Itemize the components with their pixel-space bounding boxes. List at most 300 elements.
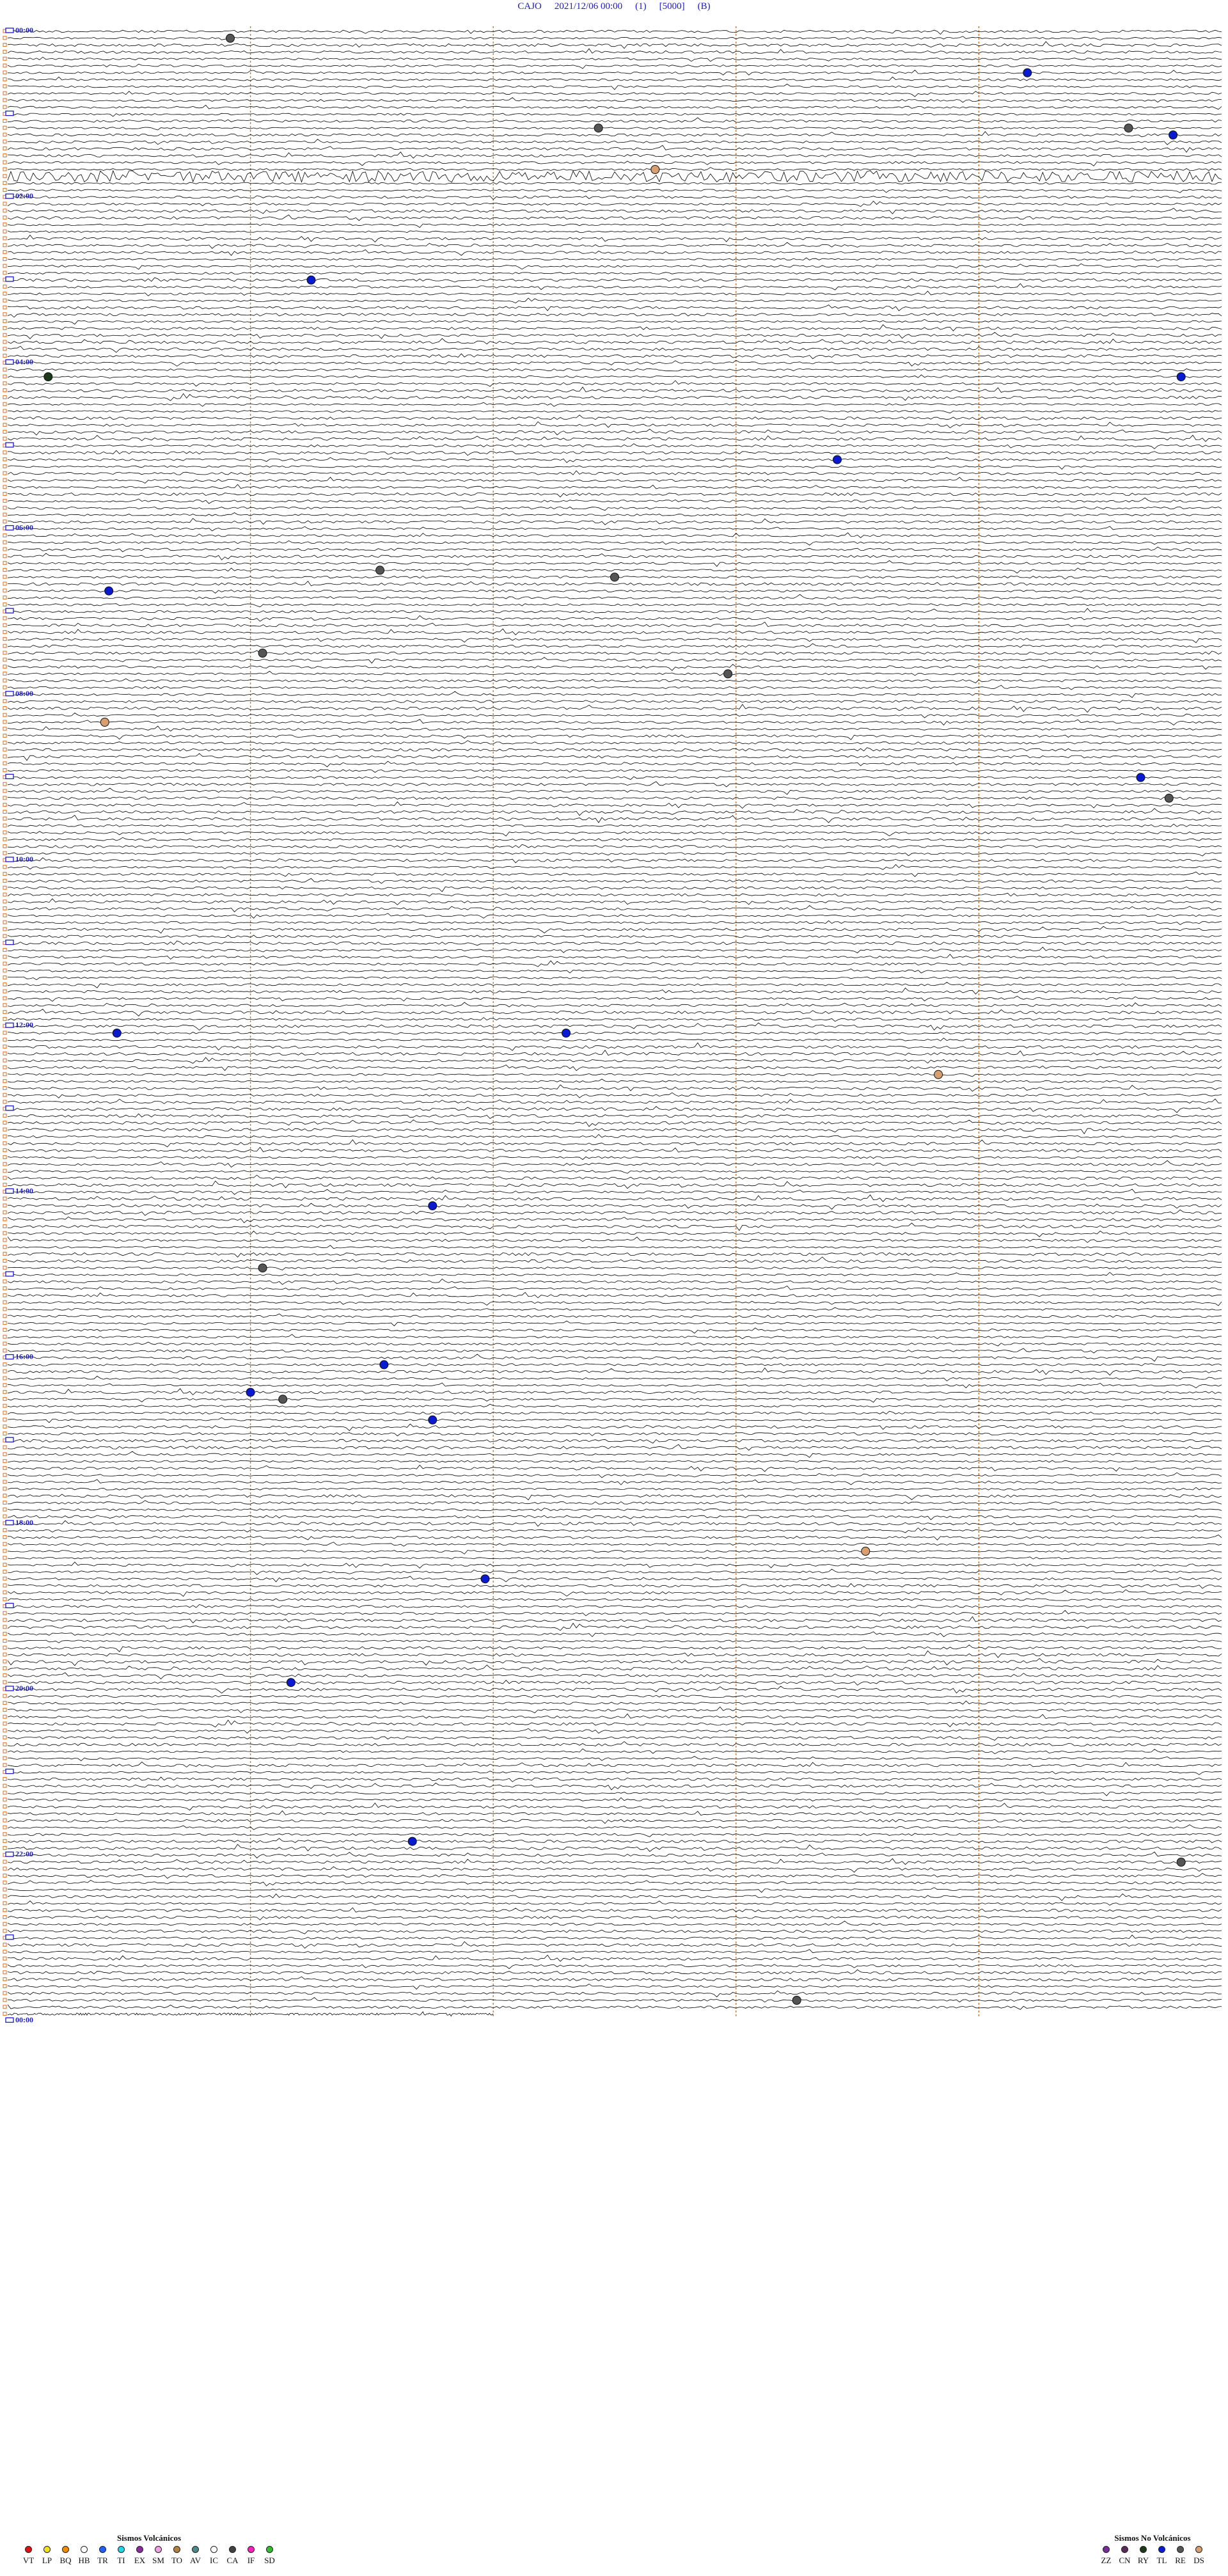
event-marker: [724, 670, 732, 678]
trace-start-tick: [3, 1742, 6, 1746]
seismic-trace: [8, 1632, 1222, 1637]
trace-start-tick: [3, 1625, 6, 1629]
seismic-trace: [8, 360, 1222, 366]
seismic-trace: [8, 283, 1222, 290]
seismic-trace: [8, 754, 1222, 761]
trace-start-tick: [3, 665, 6, 668]
hour-label: 04:00: [15, 357, 33, 367]
seismic-trace: [8, 1018, 1222, 1022]
trace-start-tick: [3, 1004, 6, 1007]
nonvolcanic-legend-item: [1115, 2546, 1134, 2566]
seismic-trace: [8, 84, 1222, 90]
legend-dot-icon: [99, 2546, 106, 2553]
trace-start-tick: [3, 879, 6, 882]
seismic-trace: [8, 264, 1222, 269]
nonvolcanic-legend-item: [1097, 2546, 1115, 2566]
hour-marker: [6, 1603, 13, 1608]
trace-start-tick: [3, 1370, 6, 1373]
trace-start-tick: [3, 1466, 6, 1469]
trace-start-tick: [3, 969, 6, 972]
seismic-trace: [8, 477, 1222, 483]
event-marker: [1177, 1858, 1185, 1867]
seismic-trace: [8, 1686, 1222, 1693]
hour-label: 00:00: [15, 2015, 33, 2025]
trace-start-tick: [3, 264, 6, 267]
seismic-trace: [8, 1348, 1222, 1353]
seismic-trace: [8, 824, 1222, 826]
seismic-trace: [8, 615, 1222, 621]
legend-code: IF: [247, 2556, 255, 2565]
trace-start-tick: [3, 1073, 6, 1076]
trace-start-tick: [3, 1411, 6, 1414]
trace-start-tick: [3, 1128, 6, 1131]
seismic-trace: [8, 568, 1222, 573]
hour-marker: [6, 1355, 13, 1359]
seismic-trace: [8, 853, 1222, 856]
seismic-trace: [8, 1480, 1222, 1485]
trace-start-tick: [3, 886, 6, 889]
trace-start-tick: [3, 1764, 6, 1767]
trace-start-tick: [3, 451, 6, 454]
seismic-trace: [8, 713, 1222, 718]
seismic-trace: [8, 1099, 1222, 1104]
trace-start-tick: [3, 990, 6, 993]
trace-start-tick: [3, 78, 6, 81]
seismic-trace: [8, 977, 1222, 980]
seismic-trace: [8, 1134, 1222, 1137]
trace-start-tick: [3, 1584, 6, 1587]
seismic-trace: [8, 1181, 1222, 1189]
legend-code: BQ: [59, 2556, 72, 2565]
hour-marker: [6, 28, 13, 33]
seismic-trace: [8, 201, 1222, 207]
volcanic-legend-item: [186, 2546, 205, 2566]
trace-start-tick: [3, 202, 6, 205]
seismic-trace: [8, 518, 1222, 525]
seismic-trace: [8, 1908, 1222, 1912]
trace-start-tick: [3, 1819, 6, 1822]
seismic-trace: [8, 1140, 1222, 1147]
seismic-trace: [8, 1231, 1222, 1237]
trace-start-tick: [3, 575, 6, 578]
trace-start-tick: [3, 430, 6, 433]
trace-start-tick: [3, 1611, 6, 1615]
trace-start-tick: [3, 1840, 6, 1843]
trace-start-tick: [3, 1142, 6, 1145]
volcanic-legend-item: [93, 2546, 112, 2566]
event-marker: [429, 1416, 437, 1424]
event-marker: [1023, 68, 1032, 77]
seismic-trace: [8, 604, 1222, 607]
seismic-trace: [8, 560, 1222, 566]
seismic-trace: [8, 1217, 1222, 1222]
seismic-trace: [8, 1651, 1222, 1658]
trace-start-tick: [3, 84, 6, 88]
seismic-trace: [8, 194, 1222, 200]
trace-start-tick: [3, 1984, 6, 1987]
seismic-trace: [8, 1128, 1222, 1134]
seismic-trace: [8, 507, 1222, 510]
seismic-trace: [8, 1542, 1222, 1546]
trace-start-tick: [3, 1300, 6, 1304]
legend-dot-icon: [118, 2546, 125, 2553]
trace-start-tick: [3, 533, 6, 537]
trace-start-tick: [3, 458, 6, 461]
seismic-trace: [8, 1880, 1222, 1886]
seismic-trace: [8, 132, 1222, 137]
seismic-trace: [8, 1267, 1222, 1270]
seismic-trace: [8, 1032, 1222, 1035]
legend-code: LP: [42, 2556, 52, 2565]
hour-label: 06:00: [15, 523, 33, 532]
hour-marker: [6, 1769, 13, 1774]
hour-marker: [6, 1437, 13, 1442]
legend-dot-icon: [1140, 2546, 1147, 2553]
trace-start-tick: [3, 1308, 6, 1311]
trace-start-tick: [3, 513, 6, 516]
event-marker: [100, 718, 109, 727]
trace-start-tick: [3, 1542, 6, 1545]
trace-start-tick: [3, 1349, 6, 1352]
legend-dot-icon: [192, 2546, 199, 2553]
trace-start-tick: [3, 1846, 6, 1849]
trace-start-tick: [3, 1632, 6, 1636]
trace-start-tick: [3, 851, 6, 855]
seismic-trace: [8, 1695, 1222, 1698]
trace-start-tick: [3, 182, 6, 185]
seismic-trace: [8, 1720, 1222, 1727]
trace-start-tick: [3, 1315, 6, 1318]
trace-start-tick: [3, 251, 6, 254]
trace-start-tick: [3, 1453, 6, 1456]
seismic-trace: [8, 381, 1222, 386]
seismic-trace: [8, 1451, 1222, 1458]
trace-start-tick: [3, 1798, 6, 1801]
trace-start-tick: [3, 306, 6, 309]
seismic-trace: [8, 368, 1222, 372]
seismic-trace: [8, 1342, 1222, 1346]
hour-marker: [6, 608, 13, 613]
trace-start-tick: [3, 223, 6, 226]
trace-start-tick: [3, 506, 6, 509]
trace-start-tick: [3, 57, 6, 60]
seismic-trace: [8, 91, 1222, 97]
trace-start-tick: [3, 658, 6, 661]
seismic-trace: [8, 788, 1222, 794]
legend-dot-icon: [155, 2546, 162, 2553]
seismic-trace: [8, 1107, 1222, 1113]
seismic-trace: [8, 1354, 1222, 1361]
hour-marker: [6, 277, 13, 281]
seismic-trace: [8, 444, 1222, 449]
trace-start-tick: [3, 402, 6, 406]
seismic-trace: [8, 741, 1222, 745]
trace-start-tick: [3, 589, 6, 592]
event-marker: [1169, 131, 1177, 139]
seismic-trace: [8, 1680, 1222, 1686]
trace-start-tick: [3, 1660, 6, 1663]
trace-start-tick: [3, 1529, 6, 1532]
seismic-trace: [8, 1874, 1222, 1879]
seismic-trace: [8, 1364, 1222, 1366]
seismic-trace: [8, 258, 1222, 261]
trace-start-tick: [3, 1915, 6, 1918]
seismic-trace: [8, 393, 1222, 400]
trace-start-tick: [3, 1204, 6, 1207]
seismic-trace: [8, 402, 1222, 406]
trace-start-tick: [3, 209, 6, 212]
seismic-trace: [8, 644, 1222, 647]
seismic-trace: [8, 1714, 1222, 1718]
trace-start-tick: [3, 644, 6, 647]
trace-start-tick: [3, 596, 6, 599]
trace-start-tick: [3, 720, 6, 723]
trace-start-tick: [3, 1950, 6, 1953]
trace-start-tick: [3, 997, 6, 1000]
seismic-trace: [8, 1562, 1222, 1569]
trace-start-tick: [3, 1418, 6, 1421]
trace-start-tick: [3, 1708, 6, 1711]
trace-start-tick: [3, 568, 6, 571]
trace-start-tick: [3, 838, 6, 841]
trace-start-tick: [3, 769, 6, 772]
trace-start-tick: [3, 935, 6, 938]
trace-start-tick: [3, 873, 6, 876]
seismic-trace: [8, 1792, 1222, 1796]
trace-start-tick: [3, 1245, 6, 1249]
trace-start-tick: [3, 1100, 6, 1103]
seismic-trace: [8, 513, 1222, 516]
seismic-trace: [8, 466, 1222, 470]
legend-dot-icon: [173, 2546, 180, 2553]
legend-dot-icon: [62, 2546, 69, 2553]
seismic-trace: [8, 273, 1222, 274]
trace-start-tick: [3, 1480, 6, 1483]
trace-start-tick: [3, 409, 6, 413]
trace-start-tick: [3, 1888, 6, 1891]
legend-dot-icon: [1158, 2546, 1165, 2553]
trace-start-tick: [3, 1978, 6, 1981]
trace-start-tick: [3, 900, 6, 903]
trace-start-tick: [3, 1377, 6, 1380]
seismic-trace: [8, 1867, 1222, 1872]
seismic-trace: [8, 1389, 1222, 1395]
trace-start-tick: [3, 1176, 6, 1180]
trace-start-tick: [3, 2012, 6, 2016]
trace-start-tick: [3, 631, 6, 634]
seismic-trace: [8, 346, 1222, 352]
trace-start-tick: [3, 748, 6, 751]
event-marker: [226, 34, 235, 42]
trace-start-tick: [3, 1598, 6, 1601]
trace-start-tick: [3, 1391, 6, 1394]
seismic-trace: [8, 658, 1222, 663]
trace-start-tick: [3, 464, 6, 468]
trace-start-tick: [3, 1494, 6, 1497]
hour-label: 12:00: [15, 1020, 33, 1030]
trace-start-tick: [3, 921, 6, 924]
seismic-trace: [8, 1494, 1222, 1500]
trace-start-tick: [3, 1812, 6, 1815]
seismic-trace: [8, 2005, 1222, 2010]
trace-start-tick: [3, 713, 6, 716]
seismic-trace: [8, 651, 1222, 654]
trace-start-tick: [3, 1943, 6, 1947]
seismic-trace: [8, 1551, 1222, 1554]
legend-code: SM: [152, 2556, 164, 2565]
trace-start-tick: [3, 582, 6, 585]
legend-code: TL: [1156, 2556, 1167, 2565]
seismic-trace: [8, 1175, 1222, 1180]
seismic-trace: [8, 1611, 1222, 1616]
seismic-trace: [8, 1073, 1222, 1077]
event-marker: [380, 1361, 388, 1369]
seismic-trace: [8, 983, 1222, 988]
seismic-trace: [8, 1599, 1222, 1600]
seismic-trace: [8, 1964, 1222, 1969]
seismic-trace: [8, 594, 1222, 599]
seismic-trace: [8, 1301, 1222, 1306]
legend-dot-icon: [1195, 2546, 1202, 2553]
trace-start-tick: [3, 1363, 6, 1366]
trace-start-tick: [3, 244, 6, 247]
trace-start-tick: [3, 1080, 6, 1083]
trace-start-tick: [3, 395, 6, 399]
seismic-trace: [8, 411, 1222, 413]
legend-code: TI: [117, 2556, 125, 2565]
trace-start-tick: [3, 1791, 6, 1794]
seismic-trace: [8, 777, 1222, 780]
station-label: CAJO: [517, 1, 542, 12]
seismic-trace: [8, 70, 1222, 75]
trace-start-tick: [3, 1618, 6, 1622]
legend-code: RE: [1175, 2556, 1186, 2565]
trace-start-tick: [3, 755, 6, 758]
seismic-trace: [8, 1771, 1222, 1774]
trace-start-tick: [3, 831, 6, 834]
hour-label: 22:00: [15, 1849, 33, 1859]
seismic-trace: [8, 422, 1222, 428]
trace-start-tick: [3, 1729, 6, 1732]
seismic-trace: [8, 1888, 1222, 1893]
trace-start-tick: [3, 1722, 6, 1725]
seismic-trace: [8, 1065, 1222, 1071]
trace-start-tick: [3, 1535, 6, 1538]
hour-label: 02:00: [15, 191, 33, 201]
trace-start-tick: [3, 486, 6, 489]
seismic-trace: [8, 1508, 1222, 1512]
trace-start-tick: [3, 216, 6, 219]
trace-start-tick: [3, 1328, 6, 1331]
trace-start-tick: [3, 1197, 6, 1200]
legend-code: IC: [210, 2556, 218, 2565]
seismic-trace: [8, 720, 1222, 725]
seismic-trace: [8, 1237, 1222, 1243]
seismic-trace: [8, 235, 1222, 242]
trace-start-tick: [3, 1736, 6, 1739]
trace-start-tick: [3, 928, 6, 931]
trace-start-tick: [3, 1902, 6, 1905]
seismic-trace: [8, 30, 1222, 35]
seismic-trace: [8, 1079, 1222, 1083]
seismic-trace: [8, 1844, 1222, 1851]
trace-start-tick: [3, 499, 6, 502]
seismic-trace: [8, 665, 1222, 671]
trace-start-tick: [3, 562, 6, 565]
hour-marker: [6, 1189, 13, 1193]
trace-start-tick: [3, 471, 6, 475]
trace-start-tick: [3, 1549, 6, 1553]
seismic-trace: [8, 1783, 1222, 1790]
trace-start-tick: [3, 1011, 6, 1014]
seismic-trace: [8, 700, 1222, 703]
seismic-trace: [8, 1439, 1222, 1443]
trace-start-tick: [3, 106, 6, 109]
trace-start-tick: [3, 1646, 6, 1649]
seismic-trace: [8, 325, 1222, 331]
seismic-trace: [8, 457, 1222, 463]
trace-start-tick: [3, 1957, 6, 1960]
event-marker: [562, 1029, 571, 1038]
seismic-trace: [8, 493, 1222, 498]
seismic-trace: [8, 541, 1222, 545]
trace-start-tick: [3, 1929, 6, 1932]
seismic-trace: [8, 954, 1222, 960]
event-marker: [1137, 773, 1145, 782]
seismic-trace: [8, 435, 1222, 441]
trace-start-tick: [3, 1342, 6, 1345]
seismic-trace: [8, 533, 1222, 538]
trace-start-tick: [3, 1680, 6, 1684]
seismic-trace: [8, 761, 1222, 767]
event-marker: [287, 1679, 295, 1687]
trace-start-tick: [3, 1218, 6, 1221]
trace-start-tick: [3, 1673, 6, 1677]
trace-start-tick: [3, 437, 6, 440]
trace-start-tick: [3, 1874, 6, 1877]
trace-start-tick: [3, 368, 6, 371]
hour-label: 00:00: [15, 26, 33, 35]
seismic-trace: [8, 926, 1222, 933]
trace-start-tick: [3, 1266, 6, 1269]
trace-start-tick: [3, 382, 6, 385]
seismic-trace: [8, 1321, 1222, 1326]
seismic-trace: [8, 1023, 1222, 1030]
seismic-trace: [8, 1941, 1222, 1948]
trace-start-tick: [3, 955, 6, 958]
trace-start-tick: [3, 423, 6, 427]
seismic-trace: [8, 354, 1222, 359]
trace-start-tick: [3, 1017, 6, 1020]
seismic-trace: [8, 809, 1222, 816]
trace-start-tick: [3, 340, 6, 344]
trace-start-tick: [3, 1881, 6, 1884]
trace-start-tick: [3, 1964, 6, 1967]
trace-start-tick: [3, 271, 6, 274]
seismic-trace: [8, 1803, 1222, 1810]
seismic-trace: [8, 36, 1222, 40]
trace-start-tick: [3, 741, 6, 744]
seismic-trace: [8, 298, 1222, 303]
hour-label: 20:00: [15, 1684, 33, 1693]
seismic-trace: [8, 1383, 1222, 1388]
seismic-trace: [8, 1404, 1222, 1407]
seismic-trace: [8, 1777, 1222, 1782]
trace-start-tick: [3, 257, 6, 260]
seismic-trace: [8, 1245, 1222, 1249]
seismic-trace: [8, 1901, 1222, 1906]
trace-start-tick: [3, 1287, 6, 1290]
